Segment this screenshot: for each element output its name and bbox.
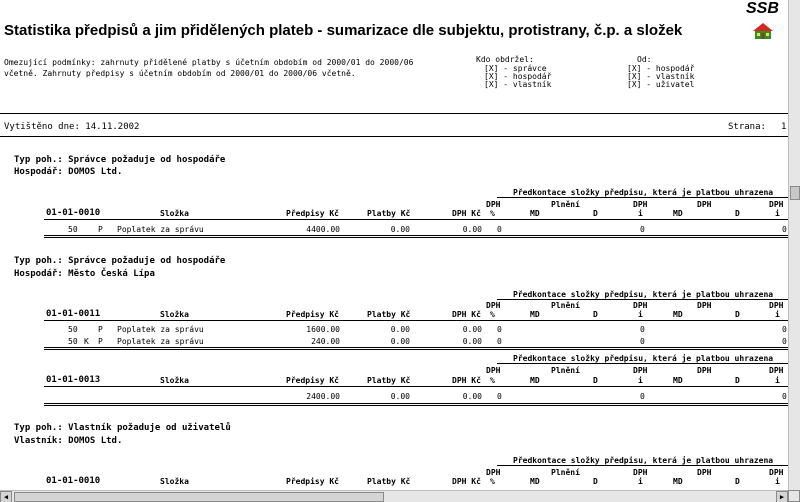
kdo-item: [X] - vlastník [484,80,552,89]
row-predpisy: 4400.00 [306,225,340,234]
col-d: D [593,310,598,319]
predkontace-underline [497,363,788,364]
col-plneni: Plnění [551,468,580,477]
col-dph-i-3: i [775,209,780,218]
block-divider [44,403,788,404]
row-k: K [84,337,89,346]
col-platby: Platby Kč [367,376,411,385]
house-logo-icon [752,22,774,40]
vertical-scroll-thumb[interactable] [790,186,800,200]
kdo-item: [X] - správce [484,64,547,73]
row-platby: 0.00 [390,337,410,346]
col-dph-i: i [638,477,643,486]
col-platby: Platby Kč [367,477,411,486]
col-dph-i-top: DPH [633,301,648,310]
predkontace-label: Předkontace složky předpisu, která je platbou uhrazena [513,188,774,197]
horizontal-scroll-thumb[interactable] [14,492,384,502]
col-plneni: Plnění [551,200,580,209]
kdo-item: [X] - hospodář [484,72,552,81]
col-dph-i2-top: DPH [697,468,712,477]
block-divider [44,235,788,236]
block-divider [44,347,788,348]
col-dph-i2-top: DPH [697,301,712,310]
col-dph-i-3: i [775,310,780,319]
row-pct: 0 [497,337,502,346]
col-predpisy: Předpisy Kč [286,310,339,319]
block-divider [44,237,788,238]
od-label: Od: [637,55,652,64]
col-dph-pct-top: DPH [486,468,501,477]
col-dph-i3-top: DPH [769,200,784,209]
account-number: 01-01-0011 [46,309,101,319]
col-dph-i: i [638,209,643,218]
col-dph-i-3: i [775,477,780,486]
print-info-divider [0,136,788,137]
row-platby: 0.00 [390,392,410,401]
page-number: 1 [781,122,787,132]
col-dph-i3-top: DPH [769,301,784,310]
block-divider [44,405,788,406]
od-item: [X] - uživatel [627,80,695,89]
predkontace-label: Předkontace složky předpisu, která je platbou uhrazena [513,354,774,363]
row-dph: 0.00 [462,337,482,346]
row-predpisy: 1600.00 [306,325,340,334]
table-header-divider [44,320,788,321]
row-dph-i: 0 [640,392,645,401]
scrollbar-corner [788,490,800,502]
col-d: D [593,477,598,486]
col-dph-kc: DPH Kč [452,310,481,319]
row-dph-i: 0 [640,325,645,334]
row-dph-i: 0 [640,225,645,234]
row-last: 0 [782,225,787,234]
row-pct: 0 [497,325,502,334]
row-p: P [98,325,103,334]
block-divider [44,349,788,350]
printed-date: Vytištěno dne: 14.11.2002 [4,122,140,132]
col-platby: Platby Kč [367,310,411,319]
col-dph-i-top: DPH [633,366,648,375]
row-predpisy: 240.00 [311,337,340,346]
col-dph-i-top: DPH [633,468,648,477]
col-dph-kc: DPH Kč [452,376,481,385]
col-d-2: D [735,376,740,385]
col-dph-i3-top: DPH [769,366,784,375]
col-dph-i2-top: DPH [697,200,712,209]
filter-conditions-line-2: včetně. Zahrnuty předpisy s účetním obdobím od 2000/01 do 2000/06 včetně. [4,69,356,78]
row-predpisy: 2400.00 [306,392,340,401]
row-dph: 0.00 [462,225,482,234]
brand-logo-text: SSB [746,0,779,17]
section-party: Vlastník: DOMOS Ltd. [14,436,123,446]
col-md-2: MD [673,310,683,319]
col-md: MD [530,209,540,218]
row-code: 50 [68,325,78,334]
account-number: 01-01-0013 [46,375,101,385]
section-type: Typ poh.: Správce požaduje od hospodáře [14,256,226,266]
col-slozka: Složka [160,310,189,319]
section-type: Typ poh.: Správce požaduje od hospodáře [14,155,226,165]
col-d: D [593,209,598,218]
section-party: Hospodář: DOMOS Ltd. [14,167,123,177]
row-code: 50 [68,225,78,234]
predkontace-label: Předkontace složky předpisu, která je platbou uhrazena [513,290,774,299]
col-d-2: D [735,209,740,218]
col-dph-pct: % [490,209,495,218]
col-predpisy: Předpisy Kč [286,209,339,218]
col-dph-i2-top: DPH [697,366,712,375]
section-type: Typ poh.: Vlastník požaduje od uživatelů [14,423,231,433]
col-platby: Platby Kč [367,209,411,218]
filter-conditions-line-1: Omezující podmínky: zahrnuty přidělené platby s účetním obdobím od 2000/01 do 2000/06 [4,58,414,67]
row-platby: 0.00 [390,325,410,334]
header-divider [0,113,788,114]
col-dph-pct: % [490,310,495,319]
col-d-2: D [735,310,740,319]
col-dph-i-3: i [775,376,780,385]
col-dph-pct: % [490,376,495,385]
col-md-2: MD [673,209,683,218]
page-title: Statistika předpisů a jim přidělených plateb - sumarizace dle subjektu, protistrany, č.p. a složek [4,22,683,39]
table-header-divider [44,219,788,220]
col-slozka: Složka [160,209,189,218]
row-platby: 0.00 [390,225,410,234]
row-last: 0 [782,392,787,401]
predkontace-underline [497,299,788,300]
row-pct: 0 [497,392,502,401]
col-dph-i: i [638,310,643,319]
col-dph-i: i [638,376,643,385]
page-label: Strana: [728,122,766,132]
col-slozka: Složka [160,477,189,486]
col-plneni: Plnění [551,366,580,375]
row-p: P [98,225,103,234]
col-dph-pct: % [490,477,495,486]
row-dph: 0.00 [462,325,482,334]
col-dph-kc: DPH Kč [452,477,481,486]
od-item: [X] - hospodář [627,64,695,73]
predkontace-underline [497,197,788,198]
col-predpisy: Předpisy Kč [286,477,339,486]
col-md-2: MD [673,477,683,486]
col-dph-pct-top: DPH [486,200,501,209]
row-last: 0 [782,337,787,346]
row-dph: 0.00 [462,392,482,401]
row-name: Poplatek za správu [117,225,204,234]
row-pct: 0 [497,225,502,234]
section-party: Hospodář: Město Česká Lípa [14,269,155,279]
table-header-divider [44,386,788,387]
arrow-left-icon[interactable]: ◀ [0,491,12,502]
row-name: Poplatek za správu [117,325,204,334]
col-md: MD [530,376,540,385]
row-code: 50 [68,337,78,346]
od-item: [X] - vlastník [627,72,695,81]
col-slozka: Složka [160,376,189,385]
account-number: 01-01-0010 [46,208,101,218]
account-number: 01-01-0010 [46,476,101,486]
col-md: MD [530,310,540,319]
col-dph-i3-top: DPH [769,468,784,477]
col-dph-pct-top: DPH [486,366,501,375]
kdo-obdrzel-label: Kdo obdržel: [476,55,534,64]
row-last: 0 [782,325,787,334]
col-d: D [593,376,598,385]
row-p: P [98,337,103,346]
arrow-right-icon[interactable]: ▶ [776,491,788,502]
predkontace-underline [497,465,788,466]
col-dph-i-top: DPH [633,200,648,209]
vertical-scrollbar[interactable] [788,0,800,490]
col-dph-pct-top: DPH [486,301,501,310]
col-md-2: MD [673,376,683,385]
col-dph-kc: DPH Kč [452,209,481,218]
row-dph-i: 0 [640,337,645,346]
row-name: Poplatek za správu [117,337,204,346]
col-plneni: Plnění [551,301,580,310]
col-predpisy: Předpisy Kč [286,376,339,385]
col-md: MD [530,477,540,486]
col-d-2: D [735,477,740,486]
horizontal-scrollbar[interactable] [0,490,788,502]
predkontace-label: Předkontace složky předpisu, která je platbou uhrazena [513,456,774,465]
